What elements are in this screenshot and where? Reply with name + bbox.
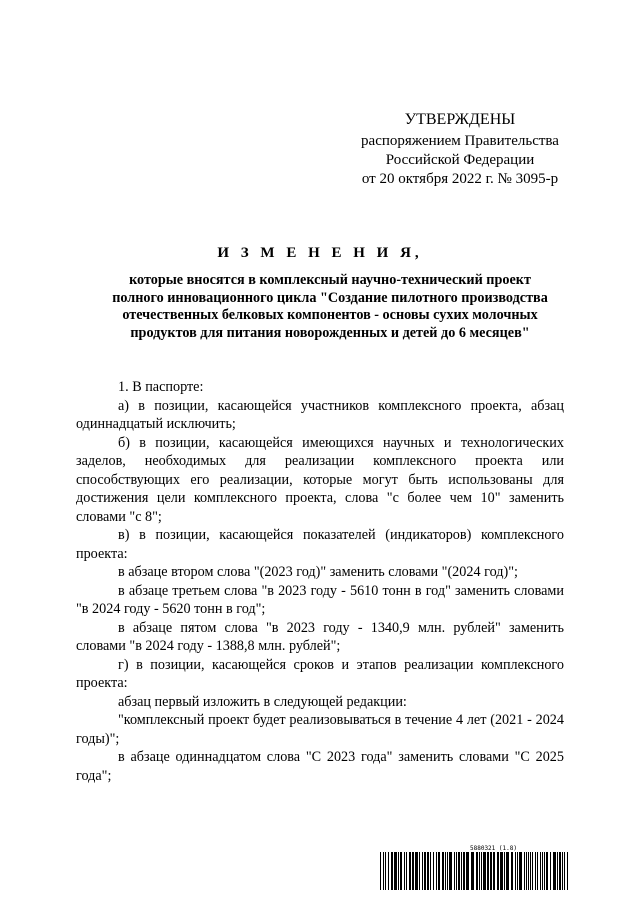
barcode-bar (438, 852, 440, 890)
paragraph: в абзаце третьем слова "в 2023 году - 5610 тонн в год" заменить словами "в 2024 году - 5620 тонн в год"; (76, 582, 564, 617)
barcode-bar (442, 852, 444, 890)
barcode-bar (511, 852, 513, 890)
barcode-bar (524, 852, 525, 890)
barcode-bar (412, 852, 414, 890)
barcode-bar (445, 852, 446, 890)
barcode-bar (466, 852, 469, 890)
barcode-bar (497, 852, 499, 890)
barcode-bar (471, 852, 474, 890)
barcode (380, 852, 568, 890)
paragraph: в абзаце втором слова "(2023 год)" заменить словами "(2024 год)"; (118, 564, 518, 580)
barcode-bar (564, 852, 565, 890)
barcode-bar (454, 852, 455, 890)
document-title: И З М Е Н Е Н И Я, (217, 245, 423, 261)
paragraph: 1. В паспорте: (118, 379, 204, 395)
barcode-bar (394, 852, 397, 890)
barcode-bar (463, 852, 465, 890)
barcode-bar (476, 852, 478, 890)
barcode-bar (391, 852, 393, 890)
paragraph: абзац первый изложить в следующей редакции: (118, 693, 407, 710)
barcode-bar (404, 852, 405, 890)
paragraph: в абзаце пятом слова "в 2023 году - 1340,9 млн. рублей" заменить словами "в 2024 году - 1388,8 млн. рублей"; (76, 619, 564, 654)
barcode-bar (380, 852, 381, 890)
subtitle-line: продуктов для питания новорожденных и детей до 6 месяцев" (130, 324, 530, 341)
barcode-bar (427, 852, 429, 890)
barcode-bar (528, 852, 529, 890)
document-subtitle (90, 272, 570, 342)
barcode-bar (424, 852, 426, 890)
barcode-bar (406, 852, 407, 890)
paragraph: в абзаце одиннадцатом слова "С 2023 года" заменить словами "С 2025 года"; (76, 749, 564, 784)
approval-block (330, 110, 590, 189)
barcode-bar (447, 852, 448, 890)
barcode-bar (526, 852, 527, 890)
barcode-bar (433, 852, 434, 890)
subtitle-line: отечественных белковых компонентов - основы сухих молочных (122, 307, 538, 323)
barcode-bar (517, 852, 518, 890)
barcode-bar (540, 852, 541, 890)
paragraph: в) в позиции, касающейся показателей (индикаторов) комплексного проекта: (76, 527, 564, 562)
approval-heading: УТВЕРЖДЕНЫ (404, 111, 516, 128)
barcode-bar (383, 852, 384, 890)
subtitle-line: которые вносятся в комплексный научно-технический проект (129, 272, 531, 288)
paragraph: "комплексный проект будет реализовываться в течение 4 лет (2021 - 2024 годы)"; (76, 712, 564, 747)
subtitle-line: полного инновационного цикла "Создание пилотного производства (112, 289, 548, 306)
approval-line: Российской Федерации (385, 152, 535, 168)
barcode-bar (567, 852, 568, 890)
barcode-bar (559, 852, 561, 890)
barcode-bar (557, 852, 558, 890)
barcode-bar (479, 852, 480, 890)
barcode-bar (419, 852, 420, 890)
barcode-bar (546, 852, 548, 890)
approval-line: распоряжением Правительства (361, 133, 559, 149)
barcode-bar (415, 852, 418, 890)
barcode-bar (515, 852, 516, 890)
barcode-bar (519, 852, 522, 890)
barcode-bar (487, 852, 489, 890)
barcode-bar (398, 852, 399, 890)
paragraph: б) в позиции, касающейся имеющихся научных и технологических заделов, необходимых для реализации комплексного проекта или способствующих его реализации, которые могут быть использованы для достижения цели комплексного проекта, слова "с более чем 10" заменить словами "с 8"; (76, 434, 564, 525)
barcode-bar (530, 852, 531, 890)
barcode-bar (388, 852, 389, 890)
barcode-bar (400, 852, 402, 890)
barcode-bar (532, 852, 533, 890)
paragraph: а) в позиции, касающейся участников комплексного проекта, абзац одиннадцатый исключить; (76, 397, 564, 432)
barcode-bar (458, 852, 460, 890)
barcode-bar (436, 852, 437, 890)
barcode-bar (449, 852, 452, 890)
barcode-bar (544, 852, 545, 890)
document-body (76, 378, 564, 785)
barcode-bar (422, 852, 423, 890)
barcode-bar (481, 852, 482, 890)
barcode-bar (430, 852, 431, 890)
barcode-bar (409, 852, 411, 890)
barcode-label: 5880321 (1.8) (470, 845, 517, 852)
barcode-bar (550, 852, 551, 890)
barcode-bar (461, 852, 462, 890)
approval-date-number: от 20 октября 2022 г. № 3095-р (361, 171, 559, 187)
barcode-bar (456, 852, 457, 890)
barcode-bar (537, 852, 538, 890)
barcode-bar (506, 852, 509, 890)
paragraph: г) в позиции, касающейся сроков и этапов реализации комплексного проекта: (76, 656, 564, 691)
barcode-bar (490, 852, 492, 890)
barcode-bar (542, 852, 543, 890)
barcode-bar (504, 852, 505, 890)
barcode-bar (535, 852, 536, 890)
barcode-bar (483, 852, 486, 890)
barcode-bar (562, 852, 563, 890)
barcode-bar (493, 852, 495, 890)
barcode-bar (553, 852, 556, 890)
barcode-bar (500, 852, 503, 890)
barcode-bar (385, 852, 386, 890)
